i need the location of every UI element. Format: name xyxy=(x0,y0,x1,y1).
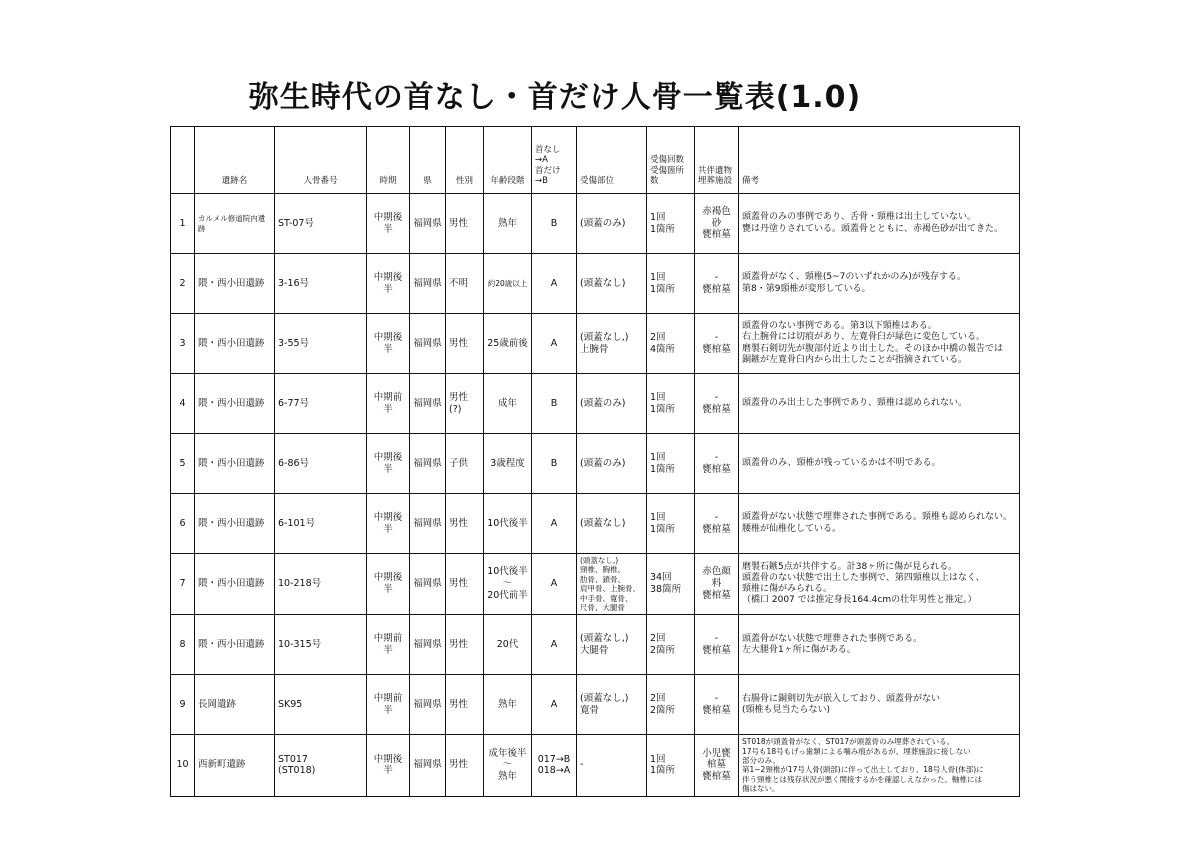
cell-prefecture: 福岡県 xyxy=(410,494,446,554)
table-row xyxy=(171,494,1020,554)
cell-bone-id: 3-16号 xyxy=(275,254,367,314)
cell-burial: - 甕棺墓 xyxy=(695,615,739,675)
cell-prefecture: 福岡県 xyxy=(410,675,446,735)
cell-injury-count: 2回 2箇所 xyxy=(647,675,695,735)
cell-sex: 男性 xyxy=(446,494,484,554)
cell-injury-count: 1回 1箇所 xyxy=(647,254,695,314)
header-notes: 備考 xyxy=(739,127,1020,194)
table-row xyxy=(171,314,1020,374)
cell-no: 7 xyxy=(171,554,195,615)
cell-site: 隈・西小田遺跡 xyxy=(195,434,275,494)
header-type: 首なし→A 首だけ→B xyxy=(532,127,577,194)
cell-prefecture: 福岡県 xyxy=(410,314,446,374)
cell-prefecture: 福岡県 xyxy=(410,735,446,796)
header-injury-count: 受傷回数 受傷箇所数 xyxy=(647,127,695,194)
cell-sex: 男性 xyxy=(446,554,484,615)
table-row xyxy=(171,194,1020,254)
cell-prefecture: 福岡県 xyxy=(410,554,446,615)
cell-period: 中期後半 xyxy=(367,434,410,494)
cell-burial: - 甕棺墓 xyxy=(695,314,739,374)
header-bone-id: 人骨番号 xyxy=(275,127,367,194)
cell-no: 6 xyxy=(171,494,195,554)
page-title: 弥生時代の首なし・首だけ人骨一覧表(1.0) xyxy=(248,80,862,115)
cell-sex: 男性 xyxy=(446,314,484,374)
cell-period: 中期前半 xyxy=(367,374,410,434)
cell-type: A xyxy=(532,314,577,374)
header-injury-part: 受傷部位 xyxy=(577,127,647,194)
header-sex: 性別 xyxy=(446,127,484,194)
cell-notes: 頭蓋骨のない事例である。第3以下頸椎はある。 右上腕骨には切痕があり、左寛骨臼が緑色に変色している。 磨製石剣切先が腹部付近より出土した。そのほか中橋の報告では 銅鏃が左寛骨臼内から出土したことが指摘されている。 xyxy=(739,314,1020,374)
cell-age: 25歳前後 xyxy=(484,314,532,374)
cell-notes: 頭蓋骨がない状態で埋葬された事例である。頸椎も認められない。 腰椎が仙椎化している。 xyxy=(739,494,1020,554)
cell-injury-part: - xyxy=(577,735,647,796)
cell-site: 隈・西小田遺跡 xyxy=(195,254,275,314)
cell-no: 2 xyxy=(171,254,195,314)
cell-type: A xyxy=(532,494,577,554)
cell-age: 10代後半 xyxy=(484,494,532,554)
cell-bone-id: ST017 (ST018) xyxy=(275,735,367,796)
cell-bone-id: 6-77号 xyxy=(275,374,367,434)
cell-sex: 子供 xyxy=(446,434,484,494)
cell-type: A xyxy=(532,675,577,735)
cell-prefecture: 福岡県 xyxy=(410,615,446,675)
cell-no: 8 xyxy=(171,615,195,675)
cell-period: 中期後半 xyxy=(367,735,410,796)
cell-sex: 不明 xyxy=(446,254,484,314)
cell-type: A xyxy=(532,554,577,615)
cell-injury-count: 2回 2箇所 xyxy=(647,615,695,675)
table-header-row xyxy=(171,127,1020,194)
cell-injury-part: (頭蓋のみ) xyxy=(577,434,647,494)
cell-prefecture: 福岡県 xyxy=(410,254,446,314)
cell-age: 10代後半 ～ 20代前半 xyxy=(484,554,532,615)
cell-site: 隈・西小田遺跡 xyxy=(195,374,275,434)
cell-age: 3歳程度 xyxy=(484,434,532,494)
cell-site: カルメル修道院内遺跡 xyxy=(195,194,275,254)
cell-type: B xyxy=(532,194,577,254)
cell-prefecture: 福岡県 xyxy=(410,194,446,254)
cell-sex: 男性(?) xyxy=(446,374,484,434)
header-prefecture: 県 xyxy=(410,127,446,194)
cell-injury-count: 2回 4箇所 xyxy=(647,314,695,374)
cell-burial: - 甕棺墓 xyxy=(695,494,739,554)
cell-site: 長岡遺跡 xyxy=(195,675,275,735)
table-row xyxy=(171,615,1020,675)
header-no xyxy=(171,127,195,194)
table-row xyxy=(171,434,1020,494)
cell-sex: 男性 xyxy=(446,194,484,254)
header-period: 時期 xyxy=(367,127,410,194)
cell-bone-id: ST-07号 xyxy=(275,194,367,254)
cell-notes: 頭蓋骨がなく、頸椎(5~7のいずれかのみ)が残存する。 第8・第9頸椎が変形している。 xyxy=(739,254,1020,314)
cell-injury-count: 1回 1箇所 xyxy=(647,494,695,554)
cell-sex: 男性 xyxy=(446,615,484,675)
cell-injury-part: (頭蓋なし,) 寛骨 xyxy=(577,675,647,735)
cell-injury-count: 1回 1箇所 xyxy=(647,735,695,796)
cell-age: 熟年 xyxy=(484,675,532,735)
cell-age: 約20歳以上 xyxy=(484,254,532,314)
table-row xyxy=(171,554,1020,615)
cell-site: 隈・西小田遺跡 xyxy=(195,494,275,554)
header-age: 年齢段階 xyxy=(484,127,532,194)
cell-age: 成年 xyxy=(484,374,532,434)
skeleton-table xyxy=(170,126,1020,797)
cell-injury-part: (頭蓋なし,) 上腕骨 xyxy=(577,314,647,374)
cell-prefecture: 福岡県 xyxy=(410,434,446,494)
cell-sex: 男性 xyxy=(446,675,484,735)
cell-injury-part: (頭蓋なし,) 大腿骨 xyxy=(577,615,647,675)
cell-burial: - 甕棺墓 xyxy=(695,254,739,314)
cell-notes: 頭蓋骨のみの事例であり、舌骨・頸椎は出土していない。 甕は丹塗りされている。頭蓋骨とともに、赤褐色砂が出てきた。 xyxy=(739,194,1020,254)
cell-burial: - 甕棺墓 xyxy=(695,374,739,434)
cell-type: 017→B 018→A xyxy=(532,735,577,796)
cell-bone-id: 10-315号 xyxy=(275,615,367,675)
cell-injury-part: (頭蓋のみ) xyxy=(577,374,647,434)
cell-injury-count: 34回 38箇所 xyxy=(647,554,695,615)
cell-type: B xyxy=(532,374,577,434)
table-row xyxy=(171,254,1020,314)
cell-burial: 小児甕棺墓 甕棺墓 xyxy=(695,735,739,796)
header-burial: 共伴遺物 埋葬施設 xyxy=(695,127,739,194)
cell-period: 中期後半 xyxy=(367,494,410,554)
cell-injury-count: 1回 1箇所 xyxy=(647,374,695,434)
cell-notes: 頭蓋骨のみ出土した事例であり、頸椎は認められない。 xyxy=(739,374,1020,434)
table-row xyxy=(171,735,1020,796)
cell-prefecture: 福岡県 xyxy=(410,374,446,434)
cell-notes: 磨製石鏃5点が共伴する。計38ヶ所に傷が見られる。 頭蓋骨のない状態で出土した事例で、第四頸椎以上はなく、 頸椎に傷がみられる。 （橋口 2007 では推定身長164.4cmの壮年男性と推定。） xyxy=(739,554,1020,615)
cell-injury-count: 1回 1箇所 xyxy=(647,194,695,254)
cell-bone-id: SK95 xyxy=(275,675,367,735)
cell-notes: ST018が頭蓋骨がなく、ST017が頭蓋骨のみ埋葬されている。 17号も18号もげっ歯類による噛み痕があるが、埋葬施設に接しない 部分のみ。 第1~2頸椎が17号人骨(頭部)に伴って出土しており、18号人骨(体部)に 伴う頸椎とは残存状況が悪く関接するかを確認しえなかった。軸椎には 傷はない。 xyxy=(739,735,1020,796)
cell-period: 中期前半 xyxy=(367,615,410,675)
cell-burial: - 甕棺墓 xyxy=(695,434,739,494)
cell-no: 5 xyxy=(171,434,195,494)
cell-no: 3 xyxy=(171,314,195,374)
cell-bone-id: 3-55号 xyxy=(275,314,367,374)
cell-age: 20代 xyxy=(484,615,532,675)
table-row xyxy=(171,374,1020,434)
cell-burial: 赤色顔料 甕棺墓 xyxy=(695,554,739,615)
cell-period: 中期前半 xyxy=(367,675,410,735)
cell-injury-part: (頭蓋なし) xyxy=(577,494,647,554)
cell-notes: 頭蓋骨のみ、頸椎が残っているかは不明である。 xyxy=(739,434,1020,494)
cell-age: 成年後半 ～ 熟年 xyxy=(484,735,532,796)
cell-period: 中期後半 xyxy=(367,314,410,374)
cell-type: B xyxy=(532,434,577,494)
cell-site: 隈・西小田遺跡 xyxy=(195,615,275,675)
cell-injury-part: (頭蓋なし,) 頸椎、胸椎、 肋骨、鎖骨、 肩甲骨、上腕骨、 中手骨、寛骨、 尺骨、大腿骨 xyxy=(577,554,647,615)
cell-period: 中期後半 xyxy=(367,254,410,314)
cell-no: 10 xyxy=(171,735,195,796)
table-row xyxy=(171,675,1020,735)
header-site: 遺跡名 xyxy=(195,127,275,194)
cell-injury-count: 1回 1箇所 xyxy=(647,434,695,494)
cell-no: 4 xyxy=(171,374,195,434)
cell-period: 中期後半 xyxy=(367,554,410,615)
cell-injury-part: (頭蓋のみ) xyxy=(577,194,647,254)
cell-bone-id: 6-101号 xyxy=(275,494,367,554)
cell-no: 9 xyxy=(171,675,195,735)
cell-site: 隈・西小田遺跡 xyxy=(195,554,275,615)
cell-type: A xyxy=(532,254,577,314)
cell-notes: 右腸骨に銅剣切先が嵌入しており、頭蓋骨がない (頸椎も見当たらない) xyxy=(739,675,1020,735)
cell-age: 熟年 xyxy=(484,194,532,254)
cell-burial: - 甕棺墓 xyxy=(695,675,739,735)
cell-type: A xyxy=(532,615,577,675)
cell-burial: 赤褐色砂 甕棺墓 xyxy=(695,194,739,254)
cell-site: 隈・西小田遺跡 xyxy=(195,314,275,374)
cell-site: 西新町遺跡 xyxy=(195,735,275,796)
cell-sex: 男性 xyxy=(446,735,484,796)
cell-notes: 頭蓋骨がない状態で埋葬された事例である。 左大腿骨1ヶ所に傷がある。 xyxy=(739,615,1020,675)
cell-injury-part: (頭蓋なし) xyxy=(577,254,647,314)
cell-period: 中期後半 xyxy=(367,194,410,254)
cell-bone-id: 6-86号 xyxy=(275,434,367,494)
cell-bone-id: 10-218号 xyxy=(275,554,367,615)
cell-no: 1 xyxy=(171,194,195,254)
